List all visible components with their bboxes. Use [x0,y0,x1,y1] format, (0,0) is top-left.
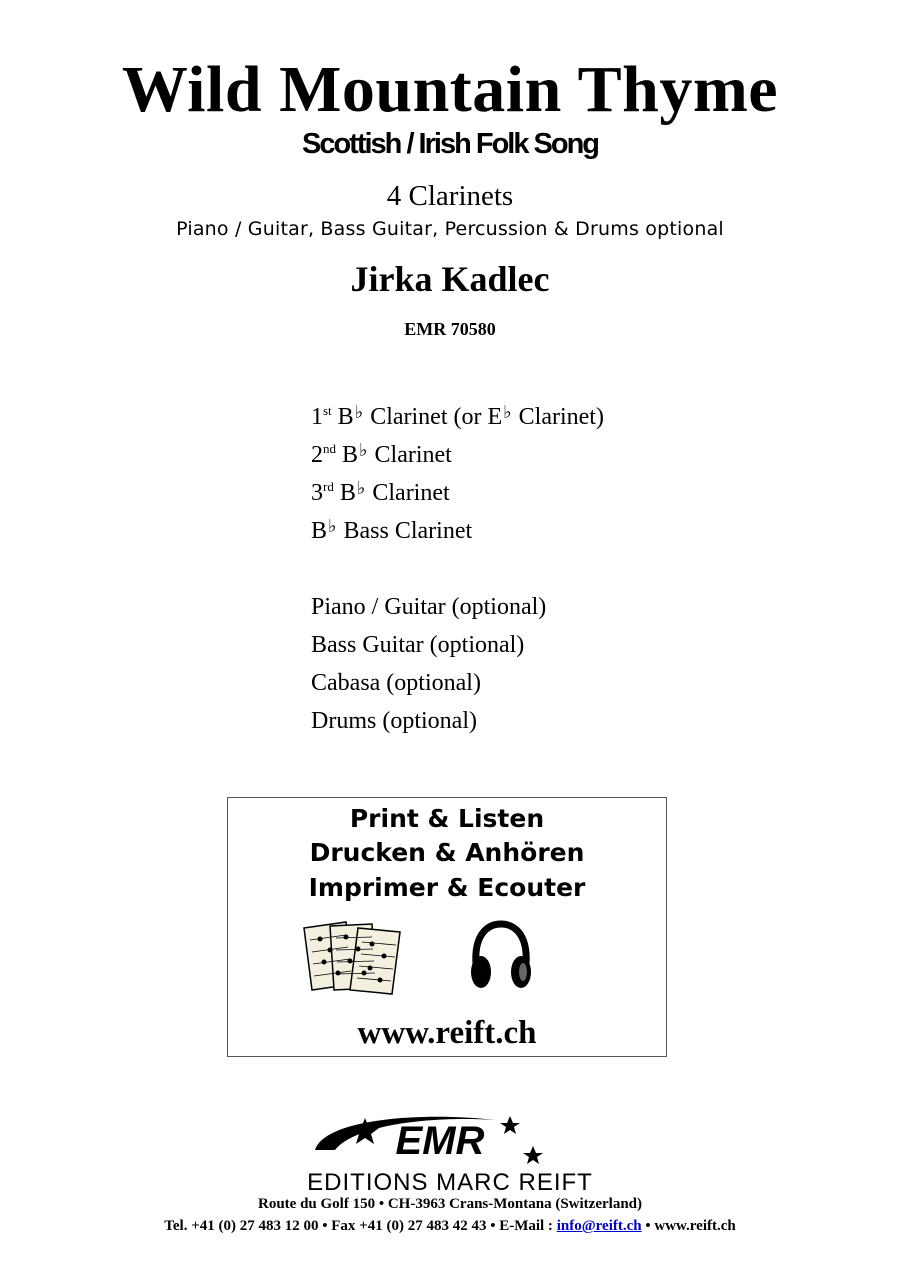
publisher-contact [0,1218,900,1235]
contact-phone-fax: Tel. +41 (0) 27 483 12 00 • Fax +41 (0) 27 483 42 43 • E-Mail : [164,1218,557,1234]
composer: Jirka Kadlec [350,259,550,299]
subtitle: Scottish / Irish Folk Song [301,128,599,160]
instrumentation: 4 Clarinets [386,180,514,212]
part-3: 3rd B♭ Clarinet [311,478,450,506]
print-listen-fr: Imprimer & Ecouter [308,873,586,902]
website-link[interactable]: www.reift.ch [357,1015,537,1051]
print-listen-en: Print & Listen [349,804,545,833]
optional-part: Piano / Guitar (optional) [311,594,547,620]
part-1: 1st B♭ Clarinet (or E♭ Clarinet) [311,402,604,430]
emr-logo-text: EMR [395,1119,485,1163]
catalog-number: EMR 70580 [404,319,496,339]
optional-parts-list [311,588,546,740]
publisher-name: EDITIONS MARC REIFT [307,1169,593,1194]
optional-part: Drums (optional) [311,708,477,734]
optional-part: Bass Guitar (optional) [311,632,525,658]
parts-list [311,398,604,550]
part-4: B♭ Bass Clarinet [311,516,473,544]
publisher-address: Route du Golf 150 • CH-3963 Crans-Montana (Switzerland) [258,1196,642,1212]
emr-logo [255,1110,645,1194]
optional-instruments: Piano / Guitar, Bass Guitar, Percussion & Drums optional [176,218,724,240]
contact-website: • www.reift.ch [641,1218,736,1234]
print-listen-de: Drucken & Anhören [309,838,585,867]
part-2: 2nd B♭ Clarinet [311,440,452,468]
headphones-icon [466,920,536,992]
email-link[interactable]: info@reift.ch [556,1218,642,1234]
print-listen-box [227,797,667,1057]
title: Wild Mountain Thyme [121,53,779,126]
sheet-music-icon [300,918,410,996]
optional-part: Cabasa (optional) [311,670,481,696]
